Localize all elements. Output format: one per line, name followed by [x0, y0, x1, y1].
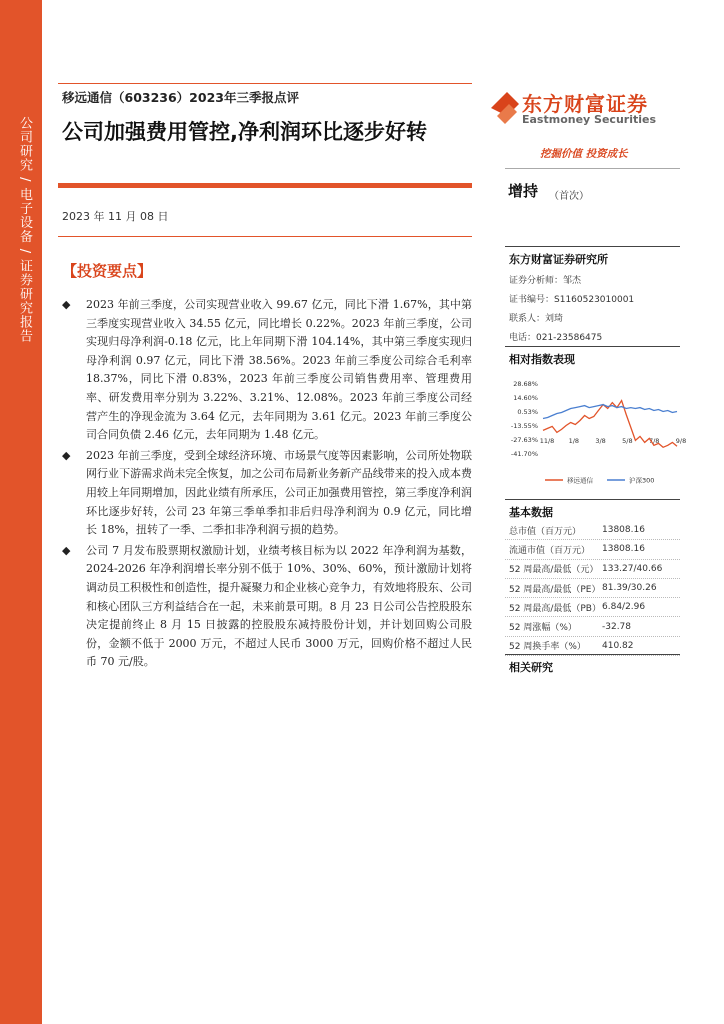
table-row: 52 周涨幅（%） -32.78	[505, 617, 680, 636]
cert-number: 证书编号：S1160523010001	[509, 295, 635, 305]
relative-index-chart	[505, 372, 687, 492]
rating-note: （首次）	[549, 191, 589, 202]
x-tick-label: 5/8	[622, 437, 633, 445]
related-research-title: 相关研究	[509, 661, 553, 674]
basic-data-rule	[505, 499, 680, 500]
y-tick-label: -27.63%	[510, 436, 538, 444]
side-bar	[0, 0, 42, 1024]
bullet-text: 公司 7 月发布股票期权激励计划，业绩考核目标为以 2022 年净利润为基数，2024-2026 年净利润增长率分别不低于 10%、30%、60%，预计激励计划将调动员工积极性和创造性，提升凝聚力和企业核心竞争力，有效地将股东、公司和核心团队三方利益结合在一起，未来前景可期。8 月 23 日公司公告控股股东决定提前终止 8 月 15 日披露的控股股东减持股份计划，并计划回购公司股份，金额不低于 2000 万元，不超过人民币 3000 万元，回购价格不超过人民币 70 元/股。	[86, 543, 472, 669]
title-rule	[58, 183, 472, 188]
table-row: 流通市值（百万元） 13808.16	[505, 540, 680, 559]
report-subtitle: 移远通信（603236）2023年三季报点评	[62, 90, 299, 105]
logo-cn-text: 东方财富证券	[522, 92, 648, 116]
x-tick-label: 3/8	[595, 437, 606, 445]
bullet-text: 2023 年前三季度，公司实现营业收入 99.67 亿元，同比下滑 1.67%，其中第三季度实现营业收入 34.55 亿元，同比增长 0.22%。2023 年前三季度，公司实现归母净利润-0.18 亿元，比上年同期下滑 104.14%，其中第三季度实现归母净利润 0.97 亿元，同比下滑 38.56%。2023 年前三季度公司综合毛利率 18.37%，同比下滑 0.83%，2023 年前三季度公司销售费用率、管理费用率、研发费用率分别为 3.22%、3.21%、12.08%。2023 年前三季度公司经营产生的净现金流为 3.64 亿元，去年同期为 3.61 亿元。2023 年前三季度公司合同负债 2.46 亿元，去年同期为 1.48 亿元。	[86, 298, 472, 442]
slogan: 挖掘价值 投资成长	[540, 148, 628, 160]
contact: 联系人：刘琦	[509, 314, 564, 324]
series-line-index	[543, 405, 677, 419]
basic-data-table	[505, 521, 680, 656]
bullet-list	[62, 296, 472, 674]
y-tick-label: -41.70%	[510, 450, 538, 458]
chart-section-title: 相对指数表现	[509, 353, 575, 366]
x-tick-label: 11/8	[539, 437, 555, 445]
institute-rule	[505, 246, 680, 247]
legend-label: 沪深300	[629, 476, 655, 485]
table-row: 52 周最高/最低（PE） 81.39/30.26	[505, 579, 680, 598]
table-row: 52 周最高/最低（元） 133.27/40.66	[505, 560, 680, 579]
date-rule	[58, 236, 472, 237]
table-row: 总市值（百万元） 13808.16	[505, 521, 680, 540]
legend-label: 移远通信	[567, 476, 593, 485]
logo-en-text: Eastmoney Securities	[522, 113, 657, 126]
y-tick-label: 14.60%	[513, 394, 538, 402]
chart-rule	[505, 346, 680, 347]
rating-value: 增持	[508, 182, 539, 200]
bullet-item	[62, 447, 472, 540]
basic-data-title: 基本数据	[509, 506, 553, 519]
diamond-icon: ◆	[62, 543, 71, 557]
bullet-item	[62, 296, 472, 445]
section-title: 【投资要点】	[62, 262, 153, 280]
bullet-text: 2023 年前三季度，受到全球经济环境、市场景气度等因素影响，公司所处物联网行业下游需求尚未完全恢复，加之公司布局新业务新产品线带来的投入成本费用较上年同期增加，因此业绩有所承压，公司正加强费用管控，第三季度净利润环比逐步好转，公司 23 年第三季单季扣非后归母净利润为 0.9 亿元，同比增长 18%，扭转了一季、二季扣非净利润亏损的趋势。	[86, 448, 472, 537]
report-title: 公司加强费用管控,净利润环比逐步好转	[62, 120, 427, 144]
bullet-item	[62, 542, 472, 672]
report-date: 2023 年 11 月 08 日	[62, 210, 169, 223]
analyst: 证券分析师：邹杰	[509, 276, 582, 286]
y-tick-label: 0.53%	[517, 408, 538, 416]
diamond-icon: ◆	[62, 448, 71, 462]
diamond-icon: ◆	[62, 298, 71, 311]
top-rule	[58, 83, 472, 84]
x-tick-label: 7/8	[648, 437, 660, 445]
side-category-text: 公司研究 / 电子设备 / 证券研究报告	[17, 116, 32, 344]
x-tick-label: 1/8	[568, 437, 580, 445]
table-row: 52 周换手率（%） 410.82	[505, 637, 680, 656]
phone: 电话：021-23586475	[509, 333, 603, 343]
y-tick-label: 28.68%	[513, 380, 538, 388]
y-tick-label: -13.55%	[510, 422, 538, 430]
institute-name: 东方财富证券研究所	[509, 253, 608, 266]
related-rule	[505, 654, 680, 655]
table-row: 52 周最高/最低（PB） 6.84/2.96	[505, 598, 680, 617]
x-tick-label: 9/8	[675, 437, 687, 445]
